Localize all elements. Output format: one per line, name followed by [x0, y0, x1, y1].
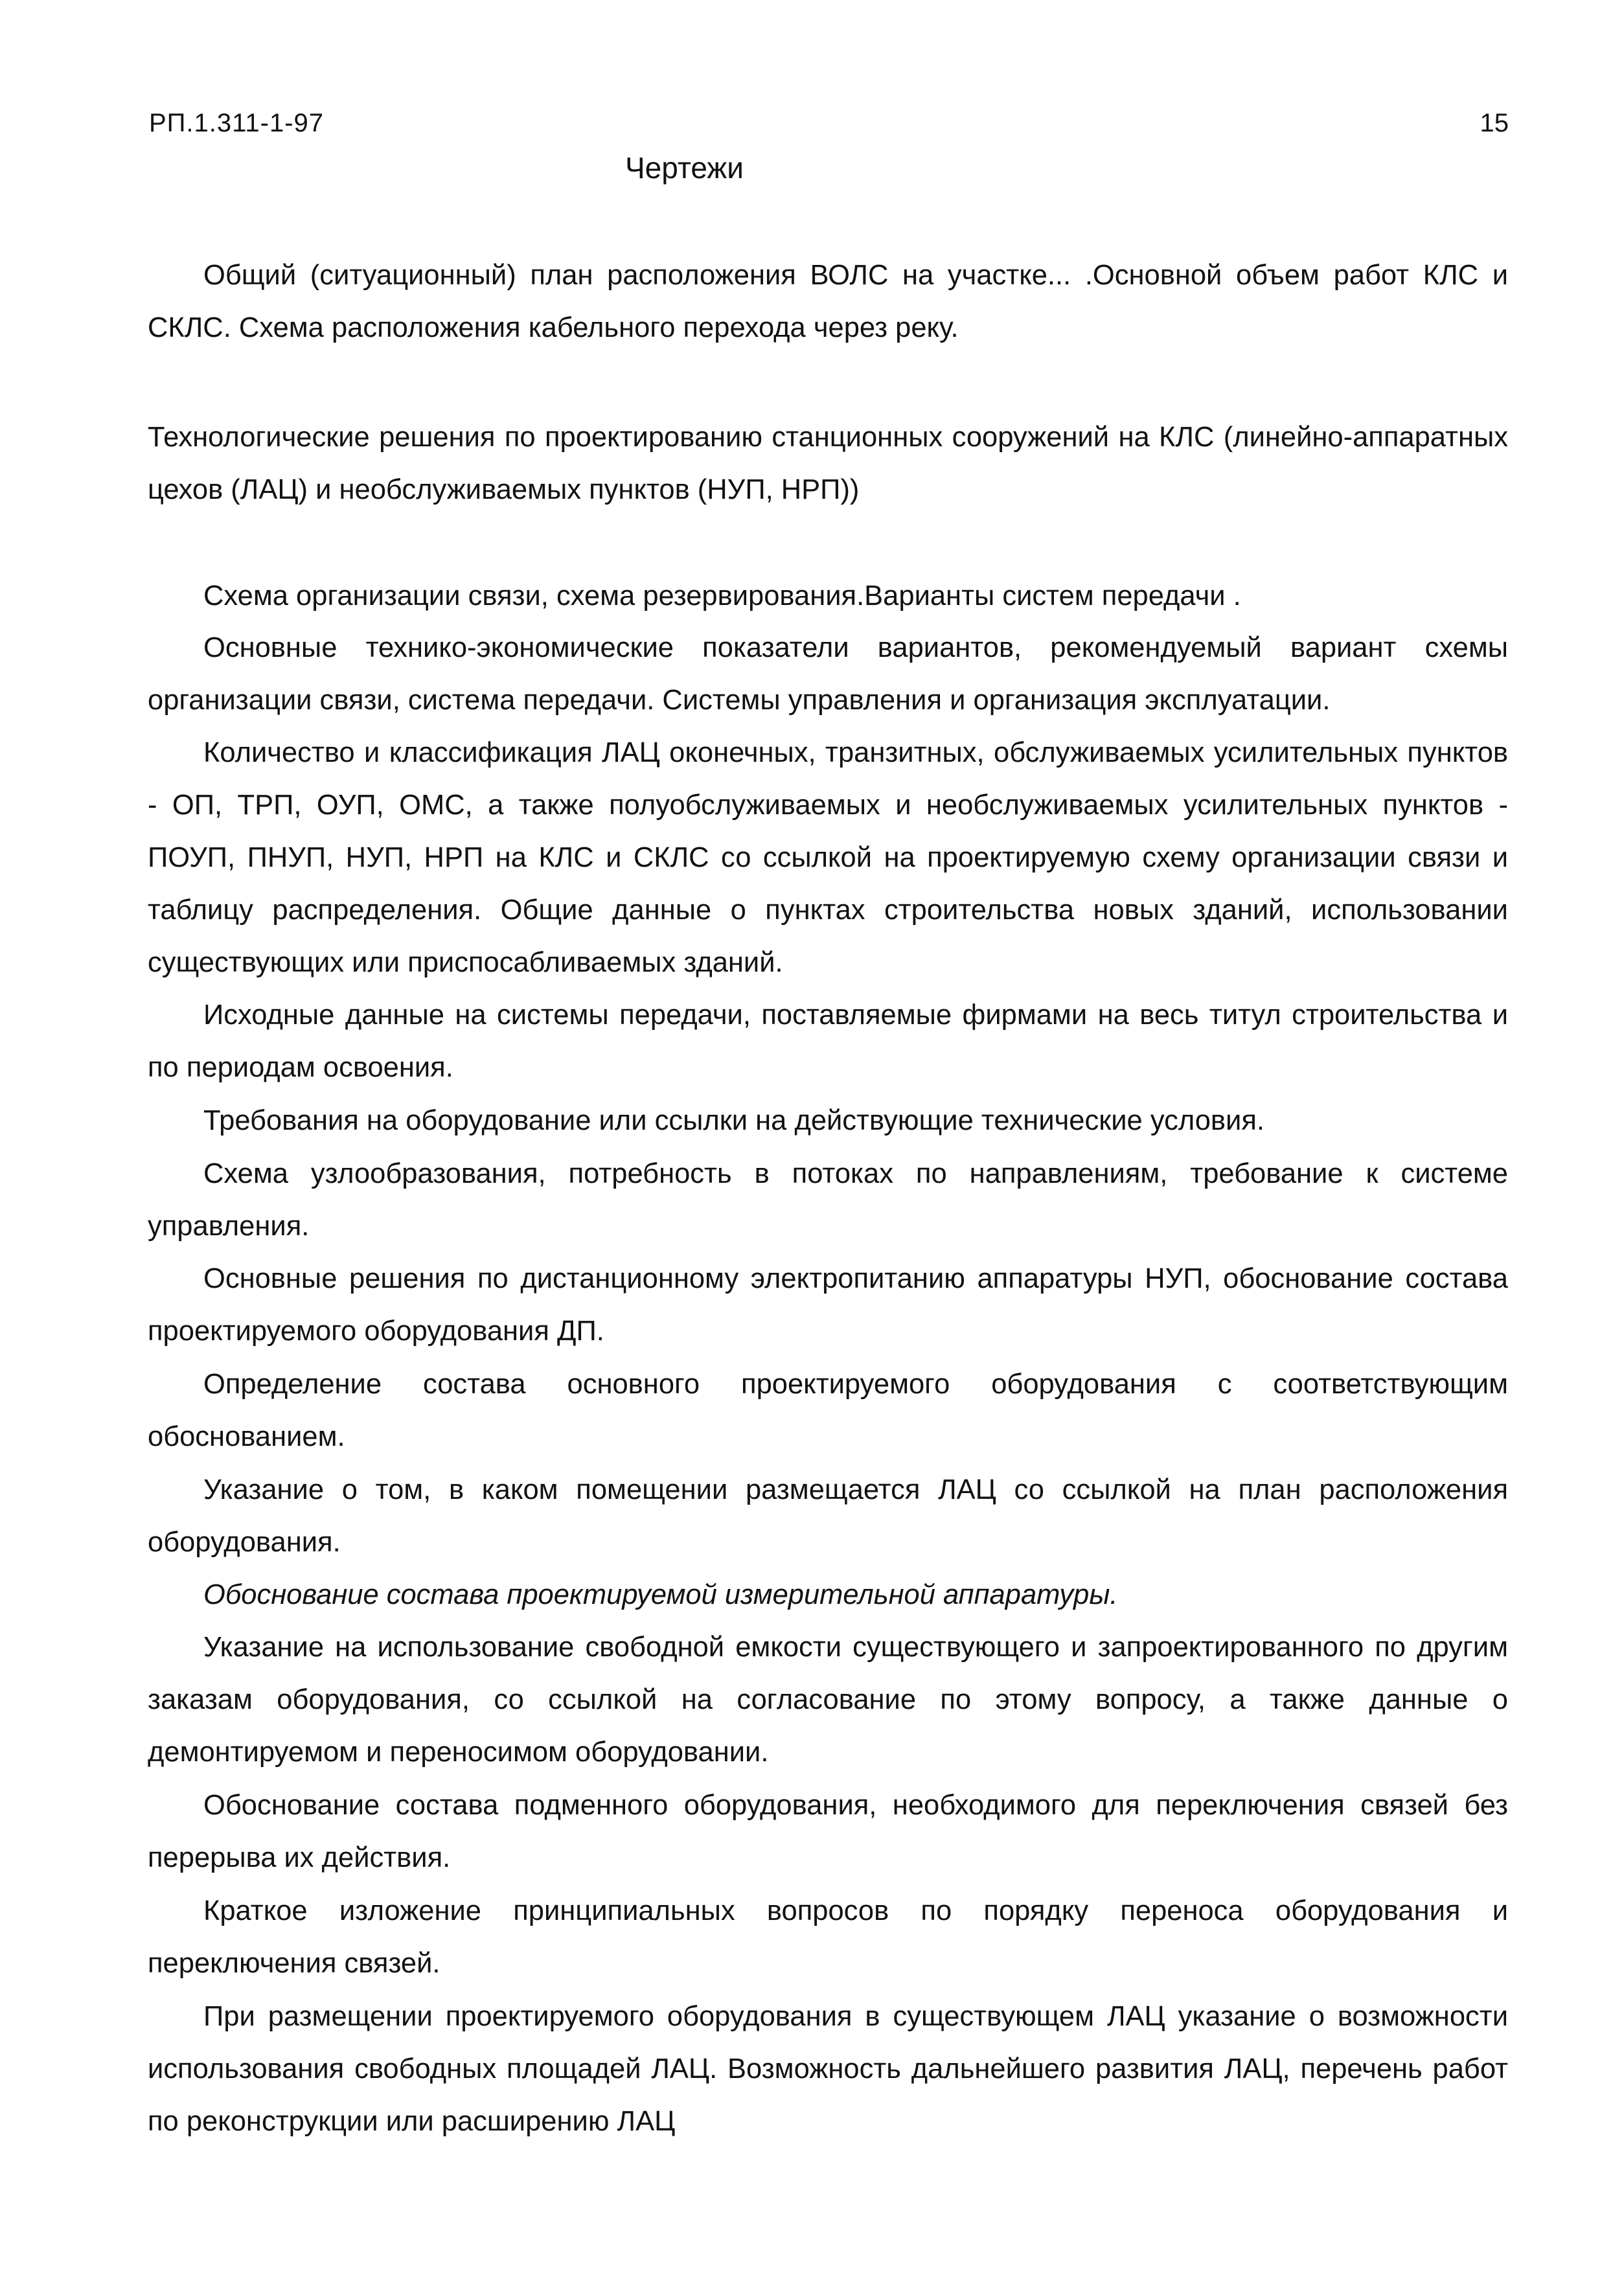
paragraph-technological-solutions: Технологические решения по проектированию станционных сооружений на КЛС (линейно-аппаратных цехов (ЛАЦ) и необслуживаемых пунктов (НУП, НРП)) — [148, 422, 1508, 505]
paragraph-node-scheme: Схема узлообразования, потребность в потоках по направлениям, требование к системе управления. — [148, 1158, 1508, 1242]
paragraph-equipment-composition: Определение состава основного проектируемого оборудования с соответствующим обоснованием. — [148, 1369, 1508, 1452]
document-code: РП.1.311-1-97 — [149, 109, 325, 137]
page-number: 15 — [1480, 109, 1509, 137]
paragraph-lac-classification: Количество и классификация ЛАЦ оконечных, транзитных, обслуживаемых усилительных пунктов - ОП, ТРП, ОУП, ОМС, а также полуобслуживаемых и необслуживаемых усилительных пунктов - ПОУП, ПНУП, НУП, НРП на КЛС и СКЛС со ссылкой на проектируемую схему организации связи и таблицу распределения. Общие данные о пунктах строительства новых зданий, использовании существующих или приспосабливаемых зданий. — [148, 737, 1508, 978]
paragraph-free-capacity: Указание на использование свободной емкости существующего и запроектированного по другим заказам оборудования, со ссылкой на согласование по этому вопросу, а также данные о демонтируемом и переносимом оборудовании. — [148, 1632, 1508, 1768]
paragraph-measuring-equipment: Обоснование состава проектируемой измерительной аппаратуры. — [203, 1579, 1118, 1610]
section-title: Чертежи — [625, 151, 744, 185]
paragraph-existing-lac-placement: При размещении проектируемого оборудования в существующем ЛАЦ указание о возможности использования свободных площадей ЛАЦ. Возможность дальнейшего развития ЛАЦ, перечень работ по реконструкции или расширению ЛАЦ — [148, 2001, 1508, 2137]
paragraph-source-data: Исходные данные на системы передачи, поставляемые фирмами на весь титул строительства и по периодам освоения. — [148, 999, 1508, 1083]
paragraph-lac-room: Указание о том, в каком помещении размещается ЛАЦ со ссылкой на план расположения оборудования. — [148, 1474, 1508, 1558]
paragraph-replacement-equipment: Обоснование состава подменного оборудования, необходимого для переключения связей без перерыва их действия. — [148, 1790, 1508, 1873]
paragraph-equipment-requirements: Требования на оборудование или ссылки на действующие технические условия. — [203, 1105, 1264, 1136]
paragraph-transfer-procedure: Краткое изложение принципиальных вопросов по порядку переноса оборудования и переключения связей. — [148, 1895, 1508, 1979]
paragraph-remote-power: Основные решения по дистанционному электропитанию аппаратуры НУП, обоснование состава проектируемого оборудования ДП. — [148, 1263, 1508, 1347]
paragraph-general-plan: Общий (ситуационный) план расположения ВОЛС на участке... .Основной объем работ КЛС и СКЛС. Схема расположения кабельного перехода через реку. — [148, 260, 1508, 343]
paragraph-communication-scheme: Схема организации связи, схема резервирования.Варианты систем передачи . — [203, 580, 1241, 611]
paragraph-technical-indicators: Основные технико-экономические показатели вариантов, рекомендуемый вариант схемы организации связи, система передачи. Системы управления и организация эксплуатации. — [148, 632, 1508, 716]
